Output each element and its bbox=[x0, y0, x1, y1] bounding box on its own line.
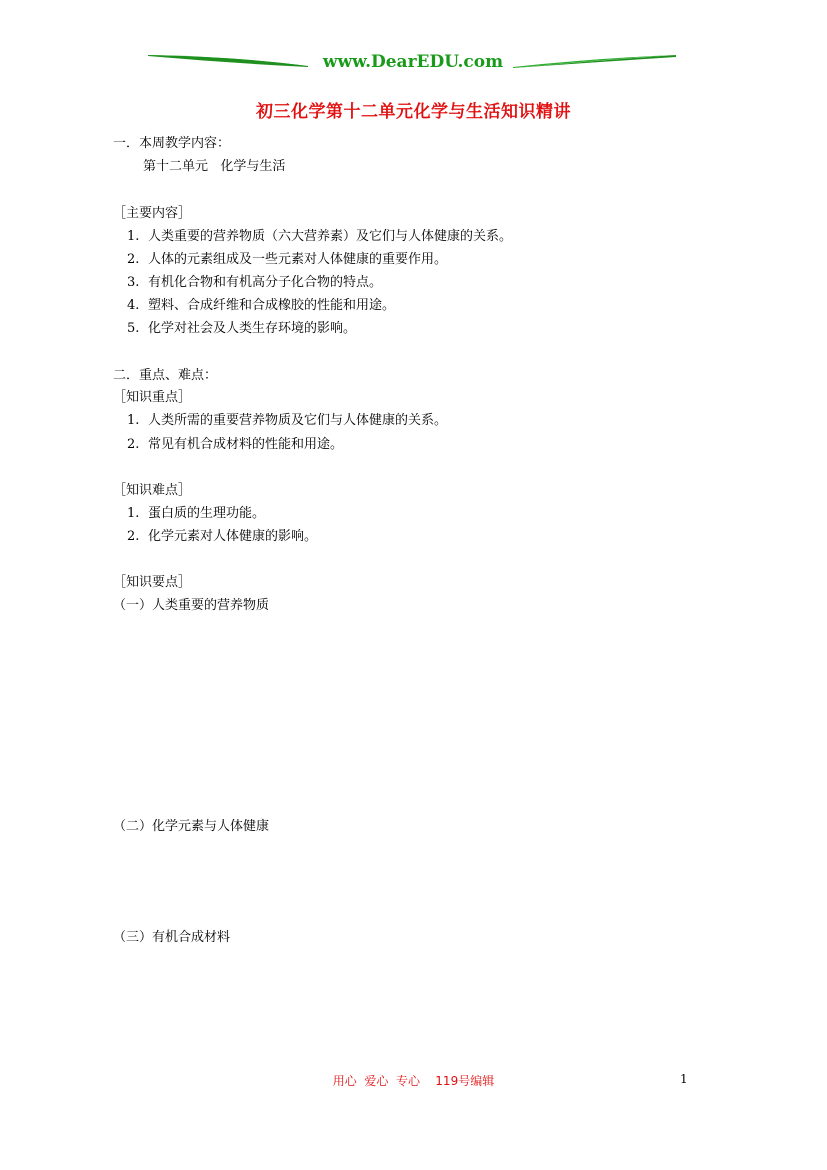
list-item: 塑料、合成纤维和合成橡胶的性能和用途。 bbox=[148, 298, 396, 313]
site-header bbox=[148, 50, 678, 76]
list-item: 人类所需的重要营养物质及它们与人体健康的关系。 bbox=[148, 413, 448, 428]
list-item: 化学元素对人体健康的影响。 bbox=[148, 529, 318, 544]
list-item-number: 2. bbox=[127, 437, 140, 452]
list-item-number: 1. bbox=[127, 413, 140, 428]
list-item-number: 2. bbox=[127, 529, 140, 544]
section1-content: 第十二单元 化学与生活 bbox=[143, 159, 286, 174]
page-title: 初三化学第十二单元化学与生活知识精讲 bbox=[256, 102, 571, 122]
difficult-points-label: ［知识难点］ bbox=[113, 483, 192, 498]
list-item: 化学对社会及人类生存环境的影响。 bbox=[148, 321, 357, 336]
list-item: 有机化合物和有机高分子化合物的特点。 bbox=[148, 275, 383, 290]
key-points-label: ［知识重点］ bbox=[113, 390, 192, 405]
list-item-number: 3. bbox=[127, 275, 140, 290]
list-item: 蛋白质的生理功能。 bbox=[148, 506, 266, 521]
footer-text: 用心 爱心 专心 119号编辑 bbox=[332, 1074, 495, 1088]
list-item-number: 1. bbox=[127, 506, 140, 521]
list-item-number: 4. bbox=[127, 298, 140, 313]
list-item-number: 2. bbox=[127, 252, 140, 267]
site-name: www.DearEDU.com bbox=[322, 52, 504, 72]
list-item-number: 1. bbox=[127, 229, 140, 244]
subsection-nutrients: （一）人类重要的营养物质 bbox=[113, 598, 270, 613]
list-item: 常见有机合成材料的性能和用途。 bbox=[148, 437, 344, 452]
list-item-number: 5. bbox=[127, 321, 140, 336]
subsection-materials: （三）有机合成材料 bbox=[113, 930, 231, 945]
list-item: 人体的元素组成及一些元素对人体健康的重要作用。 bbox=[148, 252, 448, 267]
section2-heading: 二．重点、难点： bbox=[113, 368, 218, 383]
main-content-label: ［主要内容］ bbox=[113, 206, 192, 221]
subsection-elements: （二）化学元素与人体健康 bbox=[113, 819, 270, 834]
list-item: 人类重要的营养物质（六大营养素）及它们与人体健康的关系。 bbox=[148, 229, 513, 244]
knowledge-points-label: ［知识要点］ bbox=[113, 575, 192, 590]
page-number: 1 bbox=[680, 1072, 688, 1086]
section1-heading: 一．本周教学内容： bbox=[113, 136, 231, 151]
